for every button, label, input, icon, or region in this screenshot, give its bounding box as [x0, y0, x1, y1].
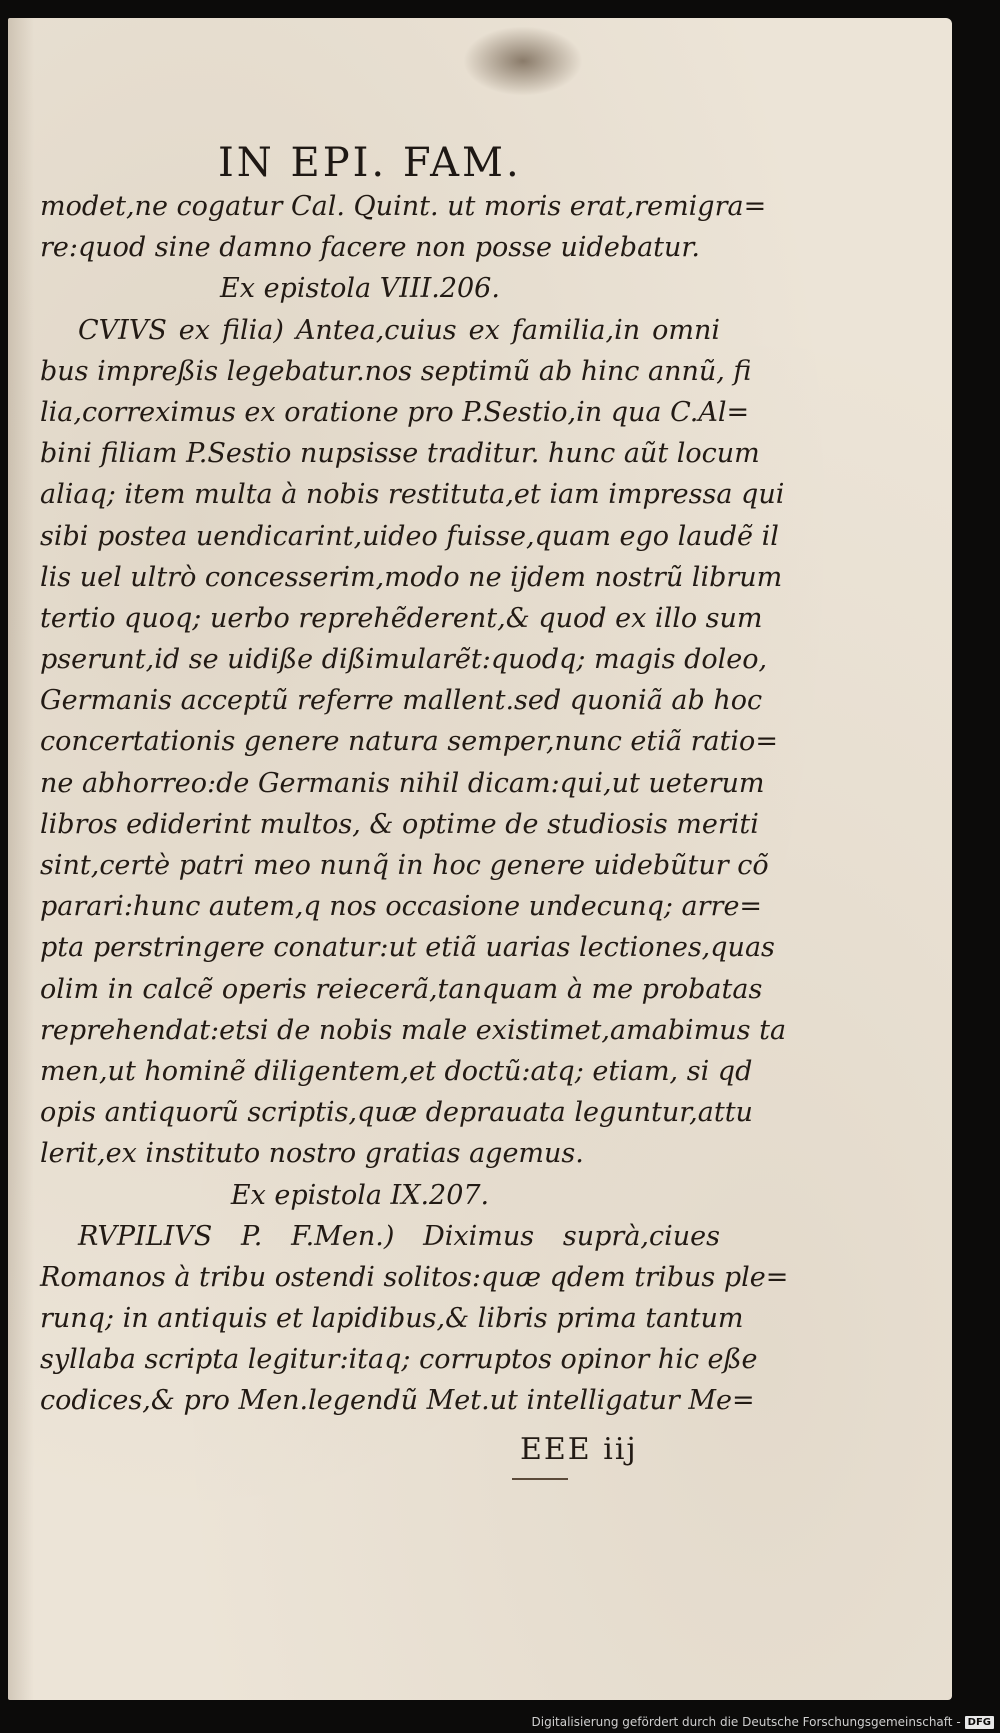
page-stain [463, 26, 583, 96]
text-line: sibi postea uendicarint,uideo fuisse,quam ego laudẽ il [40, 520, 779, 552]
text-line: libros ediderint multos, & optime de studiosis meriti [40, 808, 759, 840]
book-page [8, 18, 952, 1700]
text-line: lis uel ultrò concesserim,modo ne ijdem nostrũ librum [40, 561, 783, 593]
text-line: lerit,ex instituto nostro gratias agemus. [40, 1138, 584, 1170]
text-line: bus impreßis legebatur.nos septimũ ab hinc annũ, fi [40, 355, 752, 387]
text-line: opis antiquorũ scriptis,quæ deprauata leguntur,attu [40, 1097, 753, 1129]
section-heading: Ex epistola VIII.206. [220, 273, 500, 305]
text-line: pserunt,id se uidiße dißimularẽt:quodq; magis doleo, [40, 644, 768, 676]
text-line: re:quod sine damno facere non posse uidebatur. [40, 232, 700, 264]
text-line: syllaba scripta legitur:itaq; corruptos opinor hic eße [40, 1344, 758, 1376]
running-header: IN EPI. FAM. [218, 140, 522, 186]
text-line: runq; in antiquis et lapidibus,& libris prima tantum [40, 1303, 744, 1335]
signature-underline [512, 1478, 568, 1480]
body-text [40, 186, 789, 1422]
text-line: lia,correximus ex oratione pro P.Sestio,in qua C.Al= [40, 396, 750, 428]
text-line: reprehendat:etsi de nobis male existimet,amabimus ta [40, 1014, 787, 1046]
text-line: parari:hunc autem,q nos occasione undecunq; arre= [40, 891, 763, 923]
text-line: Germanis acceptũ referre mallent.sed quoniã ab hoc [40, 685, 763, 717]
text-line: olim in calcẽ operis reiecerã,tanquam à me probatas [40, 973, 763, 1005]
text-line: RVPILIVS P. F.Men.) Diximus suprà,ciues [78, 1220, 720, 1252]
text-line: sint,certè patri meo nunq̃ in hoc genere uidebũtur cõ [40, 850, 769, 881]
text-line: codices,& pro Men.legendũ Met.ut intelligatur Me= [40, 1385, 755, 1417]
text-line: concertationis genere natura semper,nunc etiã ratio= [40, 726, 778, 758]
text-line: Romanos à tribu ostendi solitos:quæ qdem tribus ple= [40, 1261, 789, 1293]
text-line: men,ut hominẽ diligentem,et doctũ:atq; etiam, si qd [40, 1055, 753, 1087]
text-line: modet,ne cogatur Cal. Quint. ut moris erat,remigra= [40, 191, 767, 222]
text-line: tertio quoq; uerbo reprehẽderent,& quod ex illo sum [40, 602, 763, 634]
text-line: aliaq; item multa à nobis restituta,et iam impressa qui [40, 479, 785, 511]
signature-mark: EEE iij [520, 1432, 638, 1467]
text-line: CVIVS ex filia) Antea,cuius ex familia,in omni [78, 314, 720, 346]
credit-text: Digitalisierung gefördert durch die Deutsche Forschungsgemeinschaft - [531, 1715, 961, 1729]
dfg-logo-icon: DFG [965, 1716, 994, 1729]
text-line: ne abhorreo:de Germanis nihil dicam:qui,ut ueterum [40, 767, 765, 799]
section-heading: Ex epistola IX.207. [230, 1179, 490, 1211]
text-line: pta perstringere conatur:ut etiã uarias lectiones,quas [40, 932, 775, 964]
text-line: bini filiam P.Sestio nupsisse traditur. hunc aũt locum [40, 438, 760, 470]
digitization-credit [532, 1715, 995, 1729]
